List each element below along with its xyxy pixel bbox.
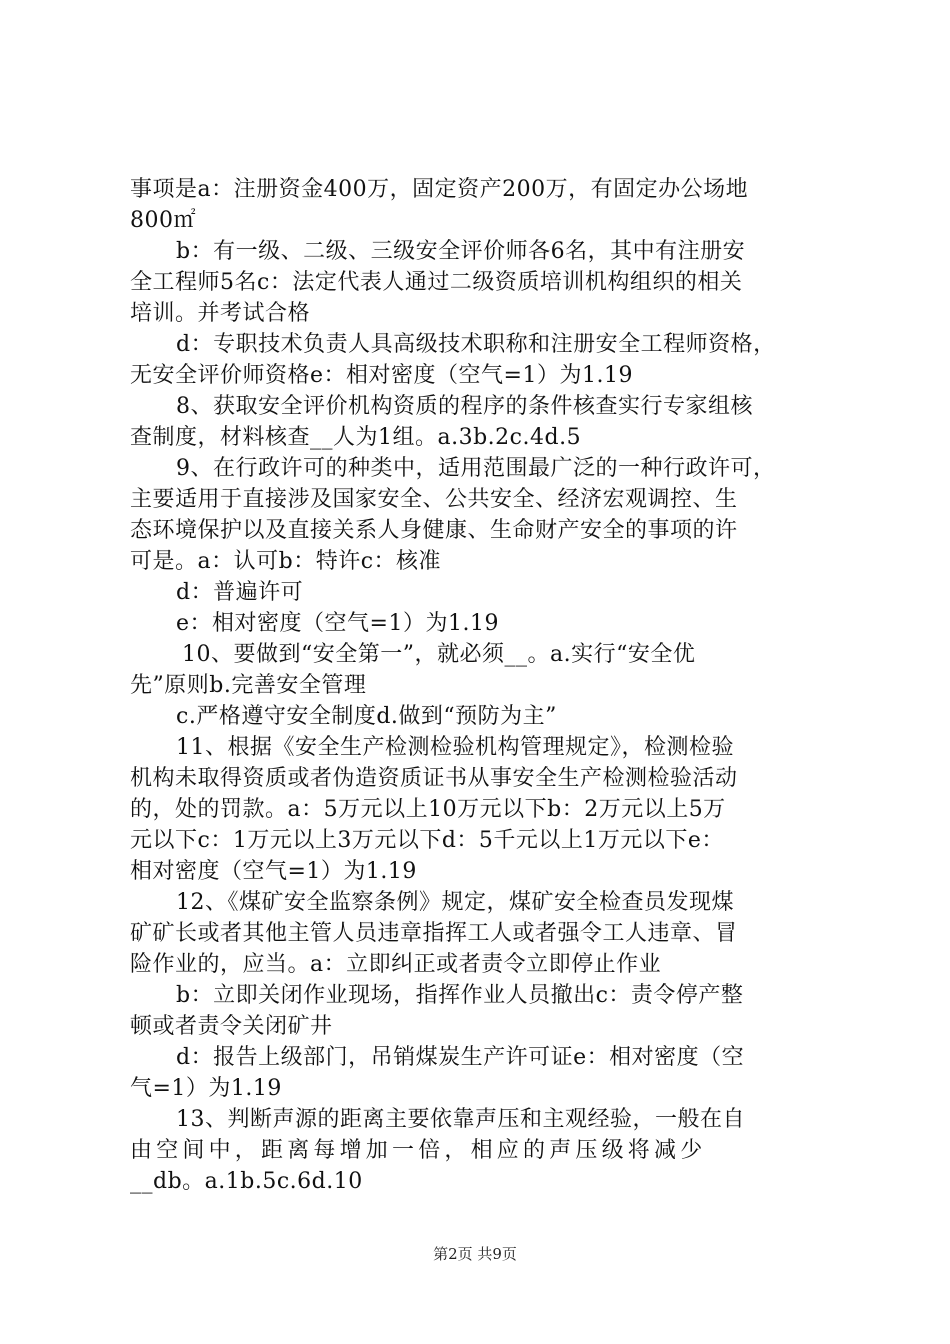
text-line: 相对密度（空气=1）为1.19 (130, 859, 417, 884)
text-line: 13、判断声源的距离主要依靠声压和主观经验，一般在自 (176, 1107, 745, 1132)
text-line: 机构未取得资质或者伪造资质证书从事安全生产检测检验活动 (130, 766, 738, 791)
text-line: e：相对密度（空气=1）为1.19 (176, 611, 499, 636)
text-line: c.严格遵守安全制度d.做到“预防为主” (176, 704, 557, 729)
text-line: 态环境保护以及直接关系人身健康、生命财产安全的事项的许 (130, 518, 738, 543)
page-number-footer: 第2页 共9页 (433, 1245, 517, 1263)
text-line: 元以下c：1万元以上3万元以下d：5千元以上1万元以下e： (130, 828, 724, 853)
text-line: 顿或者责令关闭矿井 (130, 1014, 333, 1039)
text-line: 主要适用于直接涉及国家安全、公共安全、经济宏观调控、生 (130, 487, 738, 512)
text-line: d：专职技术负责人具高级技术职称和注册安全工程师资格， (176, 332, 776, 357)
text-line: 矿矿长或者其他主管人员违章指挥工人或者强令工人违章、冒 (130, 921, 738, 946)
text-line: b：立即关闭作业现场，指挥作业人员撤出c：责令停产整 (176, 983, 744, 1008)
text-line: 气=1）为1.19 (130, 1076, 282, 1101)
text-line: 险作业的，应当。a：立即纠正或者责令立即停止作业 (130, 952, 662, 977)
text-line: 查制度，材料核查__人为1组。a.3b.2c.4d.5 (130, 425, 582, 450)
text-line: 8、获取安全评价机构资质的程序的条件核查实行专家组核 (176, 394, 753, 419)
text-line: d：报告上级部门，吊销煤炭生产许可证e：相对密度（空 (176, 1045, 745, 1070)
text-line: 的，处的罚款。a：5万元以上10万元以下b：2万元以上5万 (130, 797, 726, 822)
text-line: 全工程师5名c：法定代表人通过二级资质培训机构组织的相关 (130, 270, 743, 295)
text-line: 11、根据《安全生产检测检验机构管理规定》，检测检验 (176, 735, 734, 760)
document-body (130, 174, 830, 1197)
text-line: 800㎡ (130, 208, 196, 233)
text-line: 培训。并考试合格 (130, 301, 311, 326)
text-line: 先”原则b.完善安全管理 (130, 673, 367, 698)
text-line: d：普遍许可 (176, 580, 304, 605)
text-line: 可是。a：认可b：特许c：核准 (130, 549, 442, 574)
text-line: 事项是a：注册资金400万，固定资产200万，有固定办公场地 (130, 177, 749, 202)
text-line: 12、《煤矿安全监察条例》规定，煤矿安全检查员发现煤 (176, 890, 734, 915)
text-line: 10、要做到“安全第一”，就必须__。a.实行“安全优 (182, 642, 696, 667)
text-line: 无安全评价师资格e：相对密度（空气=1）为1.19 (130, 363, 633, 388)
text-line: 由空间中，距离每增加一倍，相应的声压级将减少 (130, 1138, 707, 1163)
text-line: __db。a.1b.5c.6d.10 (130, 1169, 363, 1194)
text-line: 9、在行政许可的种类中，适用范围最广泛的一种行政许可， (176, 456, 776, 481)
text-line: b：有一级、二级、三级安全评价师各6名，其中有注册安 (176, 239, 746, 264)
